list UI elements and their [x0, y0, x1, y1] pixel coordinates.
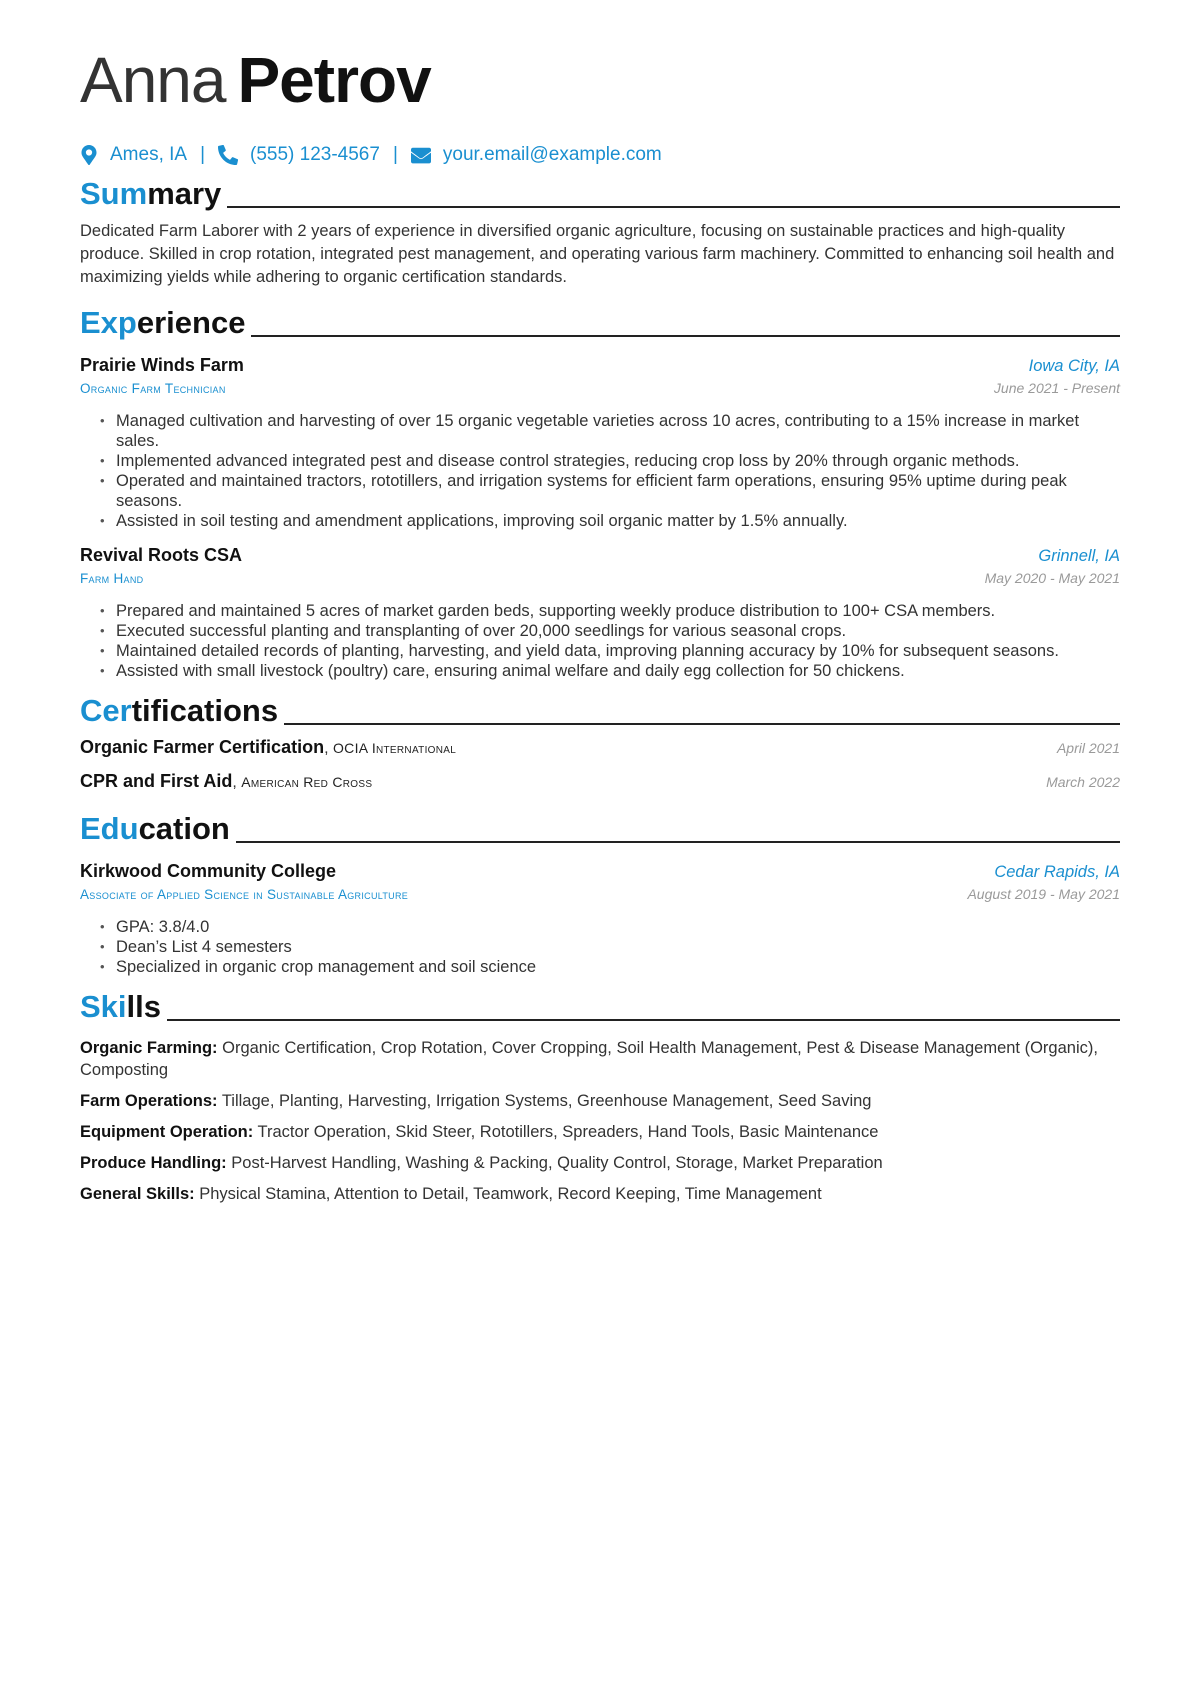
- section-heading: [80, 693, 1120, 729]
- skill-value: Tractor Operation, Skid Steer, Rototillers, Spreaders, Hand Tools, Basic Maintenance: [257, 1123, 879, 1141]
- skill-label: General Skills:: [80, 1185, 195, 1203]
- skill-row: [80, 1121, 1120, 1143]
- degree-title: Associate of Applied Science in Sustainable Agriculture: [80, 887, 409, 902]
- education-section: [80, 811, 1120, 977]
- first-name: Anna: [80, 44, 226, 116]
- skill-label: Farm Operations:: [80, 1092, 218, 1110]
- section-heading: [80, 305, 1120, 341]
- skill-label: Equipment Operation:: [80, 1123, 254, 1141]
- skill-row: [80, 1183, 1120, 1205]
- summary-text: Dedicated Farm Laborer with 2 years of experience in diversified organic agriculture, focusing on sustainable practices and high-quality produce. Skilled in crop rotation, integrated pest management, and operating various farm machinery. Committed to enhancing soil health and maximizing yields while adhering to organic certification standards.: [80, 222, 1115, 286]
- job-title: Organic Farm Technician: [80, 381, 226, 396]
- job-title: Farm Hand: [80, 571, 144, 586]
- summary-section: [80, 176, 1120, 289]
- section-divider: [251, 335, 1120, 337]
- education-dates: August 2019 - May 2021: [967, 886, 1120, 902]
- section-heading: [80, 989, 1120, 1025]
- location-text: Ames, IA: [110, 144, 188, 165]
- education-bullets: [80, 917, 1120, 977]
- school-location: Cedar Rapids, IA: [994, 863, 1120, 881]
- job-bullets: [80, 411, 1120, 531]
- section-divider: [227, 206, 1120, 208]
- candidate-name: [80, 40, 1120, 120]
- certifications-section: [80, 693, 1120, 805]
- skill-value: Physical Stamina, Attention to Detail, Teamwork, Record Keeping, Time Management: [199, 1185, 822, 1203]
- job-employer: Revival Roots CSA: [80, 545, 243, 565]
- section-divider: [236, 841, 1120, 843]
- phone-icon: [218, 145, 238, 165]
- skill-row: [80, 1090, 1120, 1112]
- contact-phone[interactable]: [218, 144, 380, 166]
- envelope-icon: [411, 147, 431, 164]
- education-title: Education: [80, 811, 230, 846]
- certification-name: CPR and First Aid: [80, 771, 233, 791]
- bullet-item: • Maintained detailed records of planting, harvesting, and yield data, improving planning accuracy by 10% for subsequent seasons.: [102, 641, 1120, 661]
- job-bullets: [80, 601, 1120, 681]
- bullet-item: • Assisted in soil testing and amendment applications, improving soil organic matter by 1.5% annually.: [102, 511, 1120, 531]
- contact-line: [80, 142, 1120, 168]
- certification-item: CPR and First Aid, American Red Cross March 2022: [80, 771, 1120, 791]
- bullet-item: • Implemented advanced integrated pest and disease control strategies, reducing crop loss by 20% through organic methods.: [102, 451, 1120, 471]
- email-text: your.email@example.com: [442, 144, 662, 165]
- skill-label: Organic Farming:: [80, 1039, 218, 1057]
- skills-section: [80, 989, 1120, 1205]
- summary-title: Summary: [80, 176, 222, 211]
- skill-label: Produce Handling:: [80, 1154, 227, 1172]
- bullet-item: • Specialized in organic crop management and soil science: [102, 957, 1120, 977]
- experience-section: [80, 305, 1120, 681]
- bullet-item: • Dean’s List 4 semesters: [102, 937, 1120, 957]
- skill-value: Post-Harvest Handling, Washing & Packing, Quality Control, Storage, Market Preparation: [231, 1154, 883, 1172]
- phone-text: (555) 123-4567: [250, 144, 380, 165]
- skill-row: [80, 1152, 1120, 1174]
- section-heading: [80, 811, 1120, 847]
- resume-page: [80, 40, 1120, 1214]
- certifications-title: Certifications: [80, 693, 279, 728]
- job-entry: [80, 353, 1120, 531]
- bullet-item: • GPA: 3.8/4.0: [102, 917, 1120, 937]
- bullet-item: • Executed successful planting and transplanting of over 20,000 seedlings for various seasonal crops.: [102, 621, 1120, 641]
- job-employer: Prairie Winds Farm: [80, 355, 244, 375]
- bullet-item: • Prepared and maintained 5 acres of market garden beds, supporting weekly produce distribution to 100+ CSA members.: [102, 601, 1120, 621]
- section-heading: [80, 176, 1120, 212]
- job-location: Grinnell, IA: [1038, 547, 1120, 565]
- job-entry: [80, 543, 1120, 681]
- certification-date: April 2021: [1056, 740, 1120, 756]
- experience-title: Experience: [80, 305, 246, 340]
- contact-separator: |: [392, 144, 398, 165]
- contact-email[interactable]: [411, 144, 662, 166]
- section-divider: [284, 723, 1120, 725]
- education-entry: [80, 859, 1120, 977]
- last-name: Petrov: [237, 44, 431, 116]
- skill-value: Tillage, Planting, Harvesting, Irrigation Systems, Greenhouse Management, Seed Saving: [221, 1092, 872, 1110]
- bullet-item: • Operated and maintained tractors, rototillers, and irrigation systems for efficient farm operations, ensuring 95% uptime during peak seasons.: [102, 471, 1120, 511]
- job-dates: June 2021 - Present: [993, 380, 1120, 396]
- certification-item: Organic Farmer Certification, OCIA International April 2021: [80, 737, 1120, 757]
- certification-name: Organic Farmer Certification: [80, 737, 325, 757]
- certification-date: March 2022: [1046, 774, 1120, 790]
- bullet-item: • Assisted with small livestock (poultry) care, ensuring animal welfare and daily egg collection for 50 chickens.: [102, 661, 1120, 681]
- job-location: Iowa City, IA: [1028, 357, 1120, 375]
- school-name: Kirkwood Community College: [80, 861, 337, 881]
- skill-row: [80, 1037, 1120, 1081]
- certification-issuer: American Red Cross: [241, 774, 373, 790]
- skills-title: Skills: [80, 989, 161, 1024]
- skill-value: Organic Certification, Crop Rotation, Cover Cropping, Soil Health Management, Pest & Disease Management (Organic), Composting: [80, 1039, 1098, 1079]
- certification-issuer: OCIA International: [332, 740, 457, 756]
- contact-separator: |: [200, 144, 206, 165]
- bullet-item: • Managed cultivation and harvesting of over 15 organic vegetable varieties across 10 acres, contributing to a 15% increase in market sales.: [102, 411, 1120, 451]
- job-dates: May 2020 - May 2021: [984, 570, 1120, 586]
- map-marker-icon: [80, 145, 98, 165]
- section-divider: [167, 1019, 1120, 1021]
- contact-location: [80, 144, 187, 166]
